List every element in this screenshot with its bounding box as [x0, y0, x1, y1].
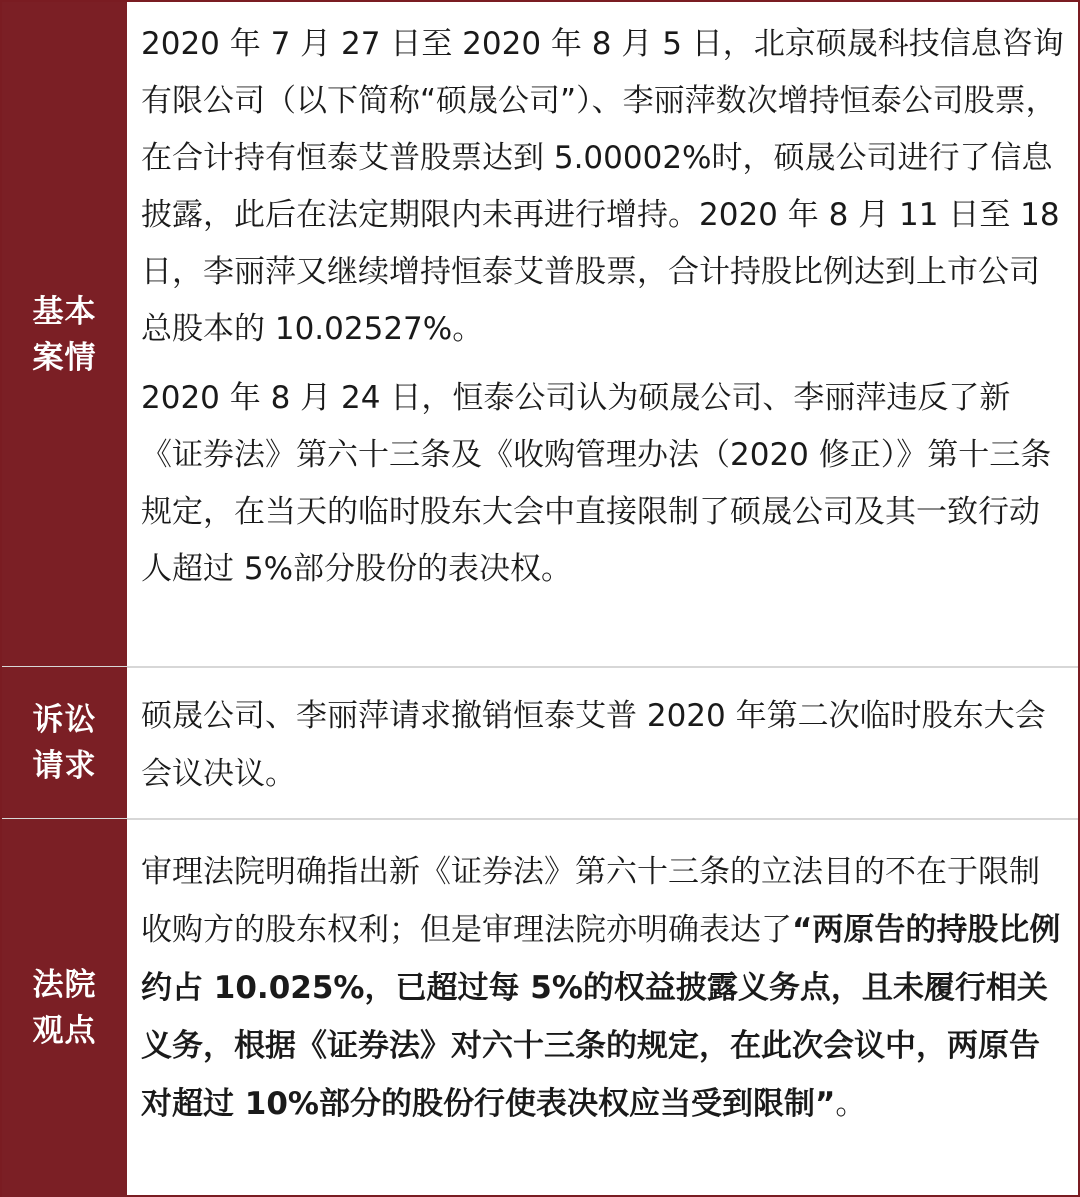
court-opinion-bold-quote: “两原告的持股比例约占 10.025%，已超过每 5%的权益披露义务点，且未履行相关义务，根据《证券法》对六十三条的规定，在此次会议中，两原告对超过 10%部分的股份行使表决权应当受到限制”	[141, 912, 1061, 1122]
basic-facts-paragraph-1: 2020 年 7 月 27 日至 2020 年 8 月 5 日，北京硕晟科技信息咨询有限公司（以下简称“硕晟公司”）、李丽萍数次增持恒泰公司股票，在合计持有恒泰艾普股票达到 5.00002%时，硕晟公司进行了信息披露，此后在法定期限内未再进行增持。2020 年 8 月 11 日至 18 日，李丽萍又继续增持恒泰艾普股票，合计持股比例达到上市公司总股本的 10.02527%。	[141, 26, 1064, 347]
court-opinion-normal-text: 审理法院明确指出新《证券法》第六十三条的立法目的不在于限制收购方的股东权利；但是审理法院亦明确表达了	[141, 854, 1040, 948]
basic-facts-paragraph-2: 2020 年 8 月 24 日，恒泰公司认为硕晟公司、李丽萍违反了新《证券法》第六十三条及《收购管理办法（2020 修正）》第十三条规定，在当天的临时股东大会中直接限制了硕晟公司及其一致行动人超过 5%部分股份的表决权。	[141, 380, 1052, 587]
basic-facts-content	[127, 2, 1078, 667]
claims-content	[127, 667, 1078, 819]
row-basic-facts	[2, 2, 1078, 667]
row-label	[2, 819, 127, 1197]
court-opinion-content	[127, 819, 1078, 1197]
court-opinion-paragraph	[141, 843, 1068, 1133]
label-court-opinion: 法院观点	[32, 967, 97, 1049]
row-label	[2, 2, 127, 667]
row-label	[2, 667, 127, 819]
label-claims: 诉讼请求	[32, 702, 97, 784]
row-claims	[2, 667, 1078, 819]
claims-paragraph: 硕晟公司、李丽萍请求撤销恒泰艾普 2020 年第二次临时股东大会会议决议。	[141, 698, 1046, 792]
court-opinion-trailing-text: 。	[835, 1086, 867, 1122]
row-court-opinion	[2, 819, 1078, 1197]
label-basic-facts: 基本案情	[32, 293, 97, 376]
